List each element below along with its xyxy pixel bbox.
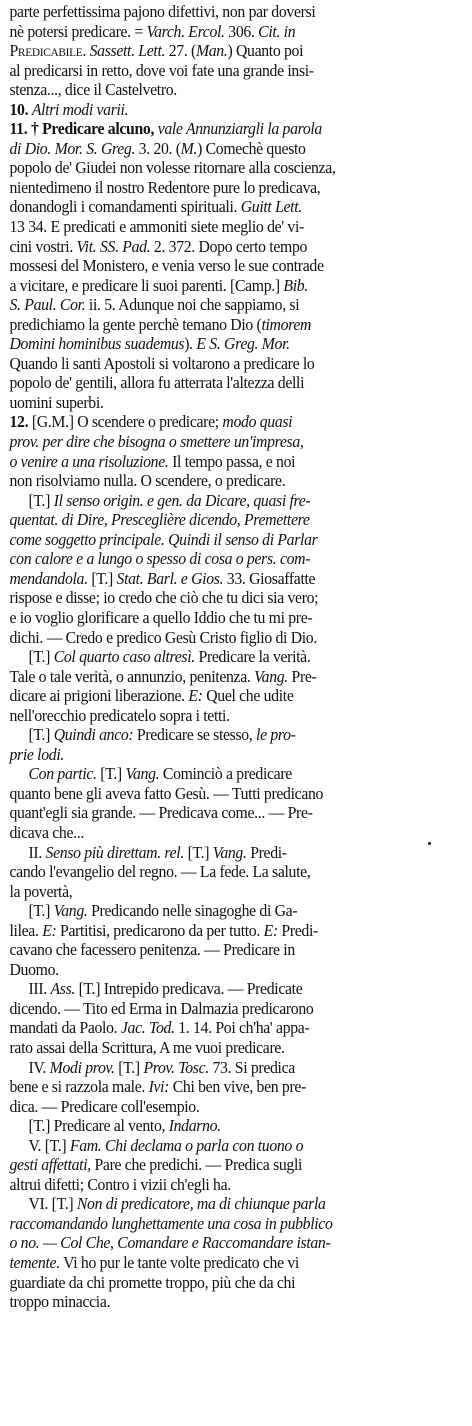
text-line <box>10 2 467 22</box>
text-run: Fam. Chi declama o parla con tuono o <box>69 1135 304 1155</box>
text-line <box>10 803 467 823</box>
text-line <box>10 1058 467 1078</box>
text-line <box>10 764 467 784</box>
text-run: dicava che... <box>9 822 84 842</box>
text-line <box>10 491 467 511</box>
text-run: donandogli i comandamenti spirituali. <box>9 197 241 217</box>
text-run: prov. per dire che bisogna o smettere un'impresa, <box>9 432 304 452</box>
text-line <box>10 784 467 804</box>
text-line <box>10 843 467 863</box>
text-line <box>10 901 467 921</box>
text-run: mandati da Paolo. <box>9 1018 121 1038</box>
text-run: popolo de' gentili, allora fu atterrata l'altezza delli <box>9 373 305 393</box>
text-run: Vang. <box>254 666 288 686</box>
text-run: al predicarsi in retto, dove voi fate una grande insi- <box>9 60 314 80</box>
text-run: modo quasi <box>222 412 293 432</box>
text-line <box>10 1273 467 1293</box>
text-run: [G.M.] O scendere o predicare; <box>31 412 223 432</box>
text-run: ) Quanto poi <box>227 41 304 61</box>
text-line <box>10 412 467 432</box>
text-line <box>10 1233 467 1253</box>
text-run: temente. <box>9 1253 60 1272</box>
stray-dot <box>428 842 431 845</box>
text-run: 3. 20. ( <box>135 138 181 158</box>
text-line <box>10 237 467 257</box>
text-line <box>10 823 467 843</box>
text-run: [T.] <box>28 901 54 921</box>
text-run: Quando li santi Apostoli si voltarono a predicare lo <box>9 353 315 373</box>
text-run: gesti affettati, <box>9 1155 91 1175</box>
text-line <box>10 315 467 335</box>
text-run: troppo minaccia. <box>9 1292 111 1312</box>
text-run: con calore e a lungo o spesso di cosa o pers. com- <box>9 549 311 569</box>
text-run: Prov. Tosc. <box>143 1057 209 1077</box>
text-run: [T.] <box>28 725 54 745</box>
text-line <box>10 432 467 452</box>
text-line <box>10 256 467 276</box>
text-run: Quindi anco: <box>53 725 134 745</box>
text-run: cando l'evangelio del regno. — La fede. La salute, <box>9 862 311 882</box>
text-run: E: <box>42 920 57 940</box>
text-run: Bib. <box>283 275 308 295</box>
text-run: Predicare la verità. <box>194 647 311 667</box>
text-line <box>10 158 467 178</box>
text-run: ) Comechè questo <box>197 138 306 158</box>
text-run: Man. <box>195 41 228 61</box>
text-run: le pro- <box>256 725 296 745</box>
text-line <box>10 178 467 198</box>
text-run: 306. <box>224 21 259 41</box>
text-run: come soggetto principale. Quindi il senso di Parlar <box>9 529 318 549</box>
text-run: a vicitare, e predicare li suoi parenti. [Camp.] <box>9 275 284 295</box>
text-run: 11. † Predicare alcuno, <box>9 119 158 139</box>
text-run: Predicabile <box>9 41 83 61</box>
text-run: [T.] <box>96 764 126 784</box>
text-run: rato assai della Scrittura, A me vuoi predicare. <box>9 1037 285 1057</box>
text-run: Ass. <box>50 979 75 999</box>
text-run: Con partic. <box>28 764 97 784</box>
text-run: uomini superbi. <box>9 392 104 412</box>
text-line <box>10 569 467 589</box>
text-run: Ivi: <box>148 1077 170 1097</box>
text-line <box>10 1253 467 1273</box>
text-line <box>10 119 467 139</box>
text-run: cini vostri. <box>9 236 77 256</box>
text-line <box>10 1155 467 1175</box>
text-run: [T.] <box>114 1057 144 1077</box>
text-run: popolo de' Giudei non volesse ritornare alla coscienza, <box>9 158 336 178</box>
text-run: Indarno. <box>168 1116 221 1136</box>
text-run: [T.] Intrepido predicava. — Predicate <box>74 979 303 999</box>
text-run: ii. 5. Adunque noi che sappiamo, si <box>85 295 300 315</box>
text-run: Predicando nelle sinagoghe di Ga- <box>87 901 298 921</box>
text-run: rispose e disse; io credo che ciò che tu dici sia vero; <box>9 588 319 608</box>
text-run: o no. — Col Che, Comandare e Raccomandare istan- <box>9 1233 331 1253</box>
text-run: Vang. <box>212 842 247 862</box>
text-run: 73. Si predica <box>208 1057 295 1077</box>
text-run: Senso più direttam. rel. <box>45 842 184 862</box>
text-run: Varch. Ercol. <box>146 21 225 41</box>
text-run: non risolviamo nulla. O scendere, o predicare. <box>9 471 286 491</box>
text-run: [T.] Predicare al vento, <box>28 1116 169 1136</box>
text-run: E: <box>263 920 278 940</box>
text-run: Stat. Barl. e Gios. <box>116 568 224 588</box>
text-line <box>10 354 467 374</box>
text-line <box>10 373 467 393</box>
text-line <box>10 61 467 81</box>
text-line <box>10 921 467 941</box>
text-run: Duomo. <box>9 959 59 979</box>
text-run: [T.] <box>183 842 213 862</box>
text-line <box>10 334 467 354</box>
text-line <box>10 100 467 120</box>
text-run: S. Paul. Cor. <box>9 295 86 315</box>
text-run: 1. 14. Poi ch'ha' appa- <box>174 1018 310 1038</box>
text-run: Pare che predichi. — Predica sugli <box>90 1155 303 1175</box>
text-run: M. <box>180 138 198 158</box>
text-run: 10. <box>9 99 32 119</box>
text-run: la povertà, <box>9 881 73 901</box>
text-run: Tale o tale verità, o annunzio, penitenza. <box>9 666 255 686</box>
text-line <box>10 1214 467 1234</box>
text-run: Jac. Tod. <box>120 1018 175 1038</box>
text-run: parte perfettissima pajono difettivi, non par doversi <box>9 2 316 21</box>
text-run: dica. — Predicare coll'esempio. <box>9 1096 200 1116</box>
text-line <box>10 1038 467 1058</box>
text-run: VI. [T.] <box>28 1194 77 1214</box>
text-run: Partitisi, predicarono da per tutto. <box>56 920 264 940</box>
text-line <box>10 549 467 569</box>
text-run: 33. Giosaffatte <box>223 568 316 588</box>
text-run: dicendo. — Tito ed Erma in Dalmazia predicarono <box>9 998 314 1018</box>
text-run: Il senso origin. e gen. da Dicare, quasi fre- <box>53 490 311 510</box>
text-run: nell'orecchio predicatelo sopra i tetti. <box>9 705 230 725</box>
text-run: Domini hominibus suademus <box>9 334 185 354</box>
text-run: Cit. in <box>258 21 296 41</box>
text-run: dichi. — Credo e predico Gesù Cristo figlio di Dio. <box>9 627 317 647</box>
text-run: di Dio. Mor. S. Greg. <box>9 138 136 158</box>
text-run: E S. Greg. Mor. <box>196 334 290 354</box>
text-run: bene e si razzola male. <box>9 1077 149 1097</box>
text-line <box>10 1097 467 1117</box>
text-line <box>10 41 467 61</box>
text-line <box>10 647 467 667</box>
text-line <box>10 745 467 765</box>
text-line <box>10 706 467 726</box>
text-line <box>10 1292 467 1312</box>
text-run: [T.] <box>28 490 54 510</box>
text-line <box>10 999 467 1019</box>
text-run: quentat. di Dire, Presceglière dicendo, Premettere <box>9 510 310 530</box>
text-run: quant'egli sia grande. — Predicava come... — Pre- <box>9 803 313 823</box>
text-run: 13 34. E predicati e ammoniti siete meglio de' vi- <box>9 217 304 237</box>
text-run: Vang. <box>125 764 160 784</box>
text-run: raccomandando lunghettamente una cosa in pubblico <box>9 1213 333 1233</box>
text-run: [T.] <box>28 647 54 667</box>
text-run: quanto bene gli aveva fatto Gesù. — Tutti predicano <box>9 783 324 803</box>
text-run: 2. 372. Dopo certo tempo <box>150 236 308 256</box>
text-line <box>10 667 467 687</box>
text-run: E: <box>188 686 203 706</box>
text-run: Predi- <box>277 920 318 940</box>
text-run: ). <box>184 334 197 354</box>
text-run: Cominciò a predicare <box>159 764 292 784</box>
text-run: Chi ben vive, ben pre- <box>169 1077 306 1097</box>
text-run: III. <box>28 979 51 999</box>
text-line <box>10 725 467 745</box>
text-run: IV. <box>28 1057 50 1077</box>
text-run: lilea. <box>9 920 43 940</box>
text-run: o venire a una risoluzione. <box>9 451 169 471</box>
text-line <box>10 80 467 100</box>
text-run: Altri modi varii. <box>31 99 129 119</box>
text-line <box>10 979 467 999</box>
text-run: Predicare se stesso, <box>133 725 257 745</box>
text-line <box>10 960 467 980</box>
text-line <box>10 1175 467 1195</box>
text-run: Pre- <box>287 666 317 686</box>
text-run: mossesi del Monistero, e venia verso le sue contrade <box>9 256 324 276</box>
text-run: prie lodi. <box>9 744 64 764</box>
text-line <box>10 628 467 648</box>
text-run: timorem <box>261 314 312 334</box>
text-run: predichiamo la gente perchè temano Dio ( <box>9 314 262 334</box>
text-run: cavano che facessero penitenza. — Predicare in <box>9 940 295 960</box>
text-run: Col quarto caso altresì. <box>53 647 195 667</box>
text-run: vale Annunziargli la parola <box>157 119 322 139</box>
text-line <box>10 1077 467 1097</box>
text-run: altrui difetti; Contro i vizii ch'egli ha. <box>9 1174 231 1194</box>
text-run: V. [T.] <box>28 1135 70 1155</box>
text-run: 27. ( <box>165 41 196 61</box>
text-run: Vi ho pur le tante volte predicato che vi <box>59 1253 299 1272</box>
text-line <box>10 217 467 237</box>
text-line <box>10 530 467 550</box>
text-run: Predi- <box>246 842 287 862</box>
text-run: Guitt Lett. <box>240 197 302 217</box>
text-run: nientedimeno il nostro Redentore pure lo predicava, <box>9 177 321 197</box>
text-run: stenza..., dice il Castelvetro. <box>9 80 177 100</box>
text-run: 12. <box>9 412 32 432</box>
text-line <box>10 1136 467 1156</box>
text-line <box>10 452 467 472</box>
text-line <box>10 393 467 413</box>
text-run: Il tempo passa, e noi <box>168 451 296 471</box>
text-run: e io voglio glorificare a quello Iddio che tu mi pre- <box>9 607 313 627</box>
text-run: . <box>82 41 90 61</box>
text-run: mendandola. <box>9 568 88 588</box>
text-line <box>10 471 467 491</box>
text-line <box>10 510 467 530</box>
text-line <box>10 686 467 706</box>
text-line <box>10 22 467 42</box>
text-line <box>10 295 467 315</box>
text-line <box>10 588 467 608</box>
text-run: [T.] <box>87 568 117 588</box>
text-line <box>10 882 467 902</box>
text-line <box>10 1116 467 1136</box>
text-run: nè potersi predicare. = <box>9 21 147 41</box>
text-line <box>10 940 467 960</box>
text-line <box>10 197 467 217</box>
text-line <box>10 276 467 296</box>
text-run: II. <box>28 842 46 862</box>
text-run: Non di predicatore, ma di chiunque parla <box>76 1194 326 1214</box>
text-run: Quel che udite <box>202 686 294 706</box>
text-run: Vang. <box>53 901 88 921</box>
text-run: Modi prov. <box>49 1057 115 1077</box>
text-line <box>10 1194 467 1214</box>
text-line <box>10 608 467 628</box>
text-run: Sassett. Lett. <box>89 41 166 61</box>
text-line <box>10 862 467 882</box>
text-line <box>10 139 467 159</box>
text-run: dicare ai prigioni liberazione. <box>9 686 189 706</box>
text-line <box>10 1018 467 1038</box>
text-run: guardiate da chi promette troppo, più che da chi <box>9 1272 296 1292</box>
text-run: Vit. SS. Pad. <box>76 236 151 256</box>
